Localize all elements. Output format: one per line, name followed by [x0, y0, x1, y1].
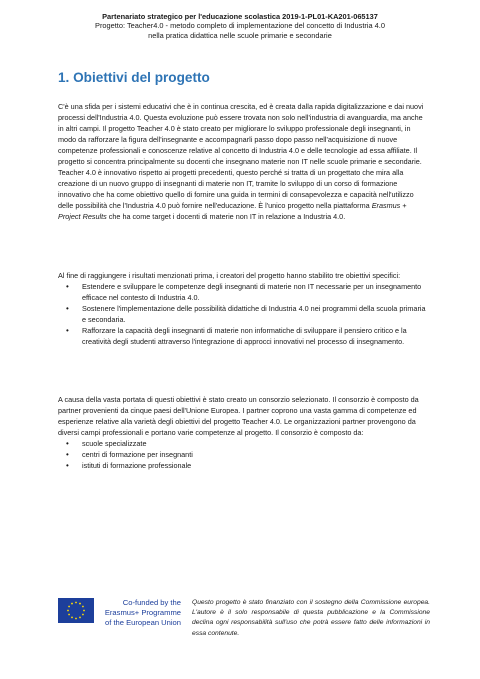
objectives-intro: Al fine di raggiungere i risultati menzionati prima, i creatori del progetto hanno stabilito tre obiettivi specifici:	[58, 271, 401, 280]
objective-item: • Rafforzare la capacità degli insegnanti di materie non informatiche di sviluppare il pensiero critico e la creatività degli studenti attraverso l'integrazione di approcci innovativi nel processo di insegnamento.	[58, 325, 430, 347]
eu-star	[68, 606, 70, 608]
eu-star	[83, 610, 85, 612]
objectives-list	[58, 281, 430, 347]
consortium-item: • istituti di formazione professionale	[58, 460, 430, 471]
page-footer	[58, 594, 438, 644]
eu-star	[79, 603, 81, 605]
eu-star	[71, 617, 73, 619]
objective-item: • Estendere e sviluppare le competenze degli insegnanti di materie non IT necessarie per un insegnamento efficace nel contesto di Industria 4.0.	[58, 281, 430, 303]
eu-star	[79, 617, 81, 619]
intro-paragraph	[58, 101, 430, 223]
header-project-line: Progetto: Teacher4.0 - metodo completo di implementazione del concetto di Industria 4.0	[95, 21, 385, 31]
section-heading: 1. Obiettivi del progetto	[58, 70, 210, 85]
consortium-item: • centri di formazione per insegnanti	[58, 449, 430, 460]
eu-star	[71, 603, 73, 605]
eu-star	[82, 614, 84, 616]
erasmus-cofunded-label: Co-funded by the Erasmus+ Programme of the European Union	[104, 598, 181, 627]
consortium-list	[58, 438, 430, 471]
objectives-block	[58, 270, 430, 347]
header-subtitle-line: nella pratica didattica nelle scuole primarie e secondarie	[148, 30, 332, 40]
eu-star	[67, 610, 69, 612]
platform-name: Erasmus + Project Results	[58, 201, 407, 222]
intro-text-end: che ha come target i docenti di materie non IT in relazione a Industria 4.0.	[106, 212, 346, 222]
consortium-paragraph: A causa della vasta portata di questi obiettivi è stato creato un consorzio selezionato. Il consorzio è composto da partner provenienti da cinque paesi dell'Unione Europea. I partner coprono una vasta gamma di competenze ed esperienze relative alla varietà degli obiettivi del progetto Teacher 4.0. Le organizzazioni partner provengono da diversi campi professionali e portano varie competenze al progetto. Il consorzio è composto da:	[58, 395, 419, 438]
page-header	[40, 12, 440, 40]
intro-text: C'è una sfida per i sistemi educativi che è in continua crescita, ed è creata dalla rapida digitalizzazione e dai nuovi processi dell'Industria 4.0. Questa evoluzione può essere trovata non solo nell'industria di avanguardia, ma anche in altri campi. Il progetto Teacher 4.0 è stato creato per migliorare lo sviluppo professionale degli insegnanti, in modo da rafforzare la figura dell'insegnante e accompagnarli passo dopo passo nell'acquisizione di nuove competenze professionali e conoscenze relative al concetto di Industria 4.0 e delle tecnologie ad essa affiliate. Il progetto si concentra principalmente su docenti che insegnano materie non IT nelle scuole primarie e secondarie. Teacher 4.0 è innovativo rispetto ai progetti precedenti, questo perché si tratta di un progettato che mira alla creazione di un nuovo gruppo di insegnanti di materie non IT, tramite lo sviluppo di un corso di formazione innovativo che ha come obiettivo quello di fornire una guida in termini di consapevolezza e capacità nell'utilizzo delle possibilità che l'Industria 4.0 può fornire nell'educazione. È l'unico progetto nella piattaforma	[58, 102, 424, 211]
eu-flag-icon	[58, 598, 94, 623]
funding-disclaimer: Questo progetto è stato finanziato con il sostegno della Commissione europea. L'autore è il solo responsabile di questa pubblicazione e la Commissione declina ogni responsabilità sull'uso che potrà essere fatto delle informazioni in essa contenute.	[192, 599, 430, 637]
eu-star	[68, 614, 70, 616]
consortium-block	[58, 394, 430, 471]
header-partnership-line: Partenariato strategico per l'educazione scolastica 2019-1-PL01-KA201-065137	[102, 12, 378, 21]
eu-star	[75, 602, 77, 604]
objective-item: • Sostenere l'implementazione delle possibilità didattiche di Industria 4.0 nei programmi della scuola primaria e secondaria.	[58, 303, 430, 325]
consortium-item: • scuole specializzate	[58, 438, 430, 449]
eu-star	[75, 618, 77, 620]
eu-star	[82, 606, 84, 608]
